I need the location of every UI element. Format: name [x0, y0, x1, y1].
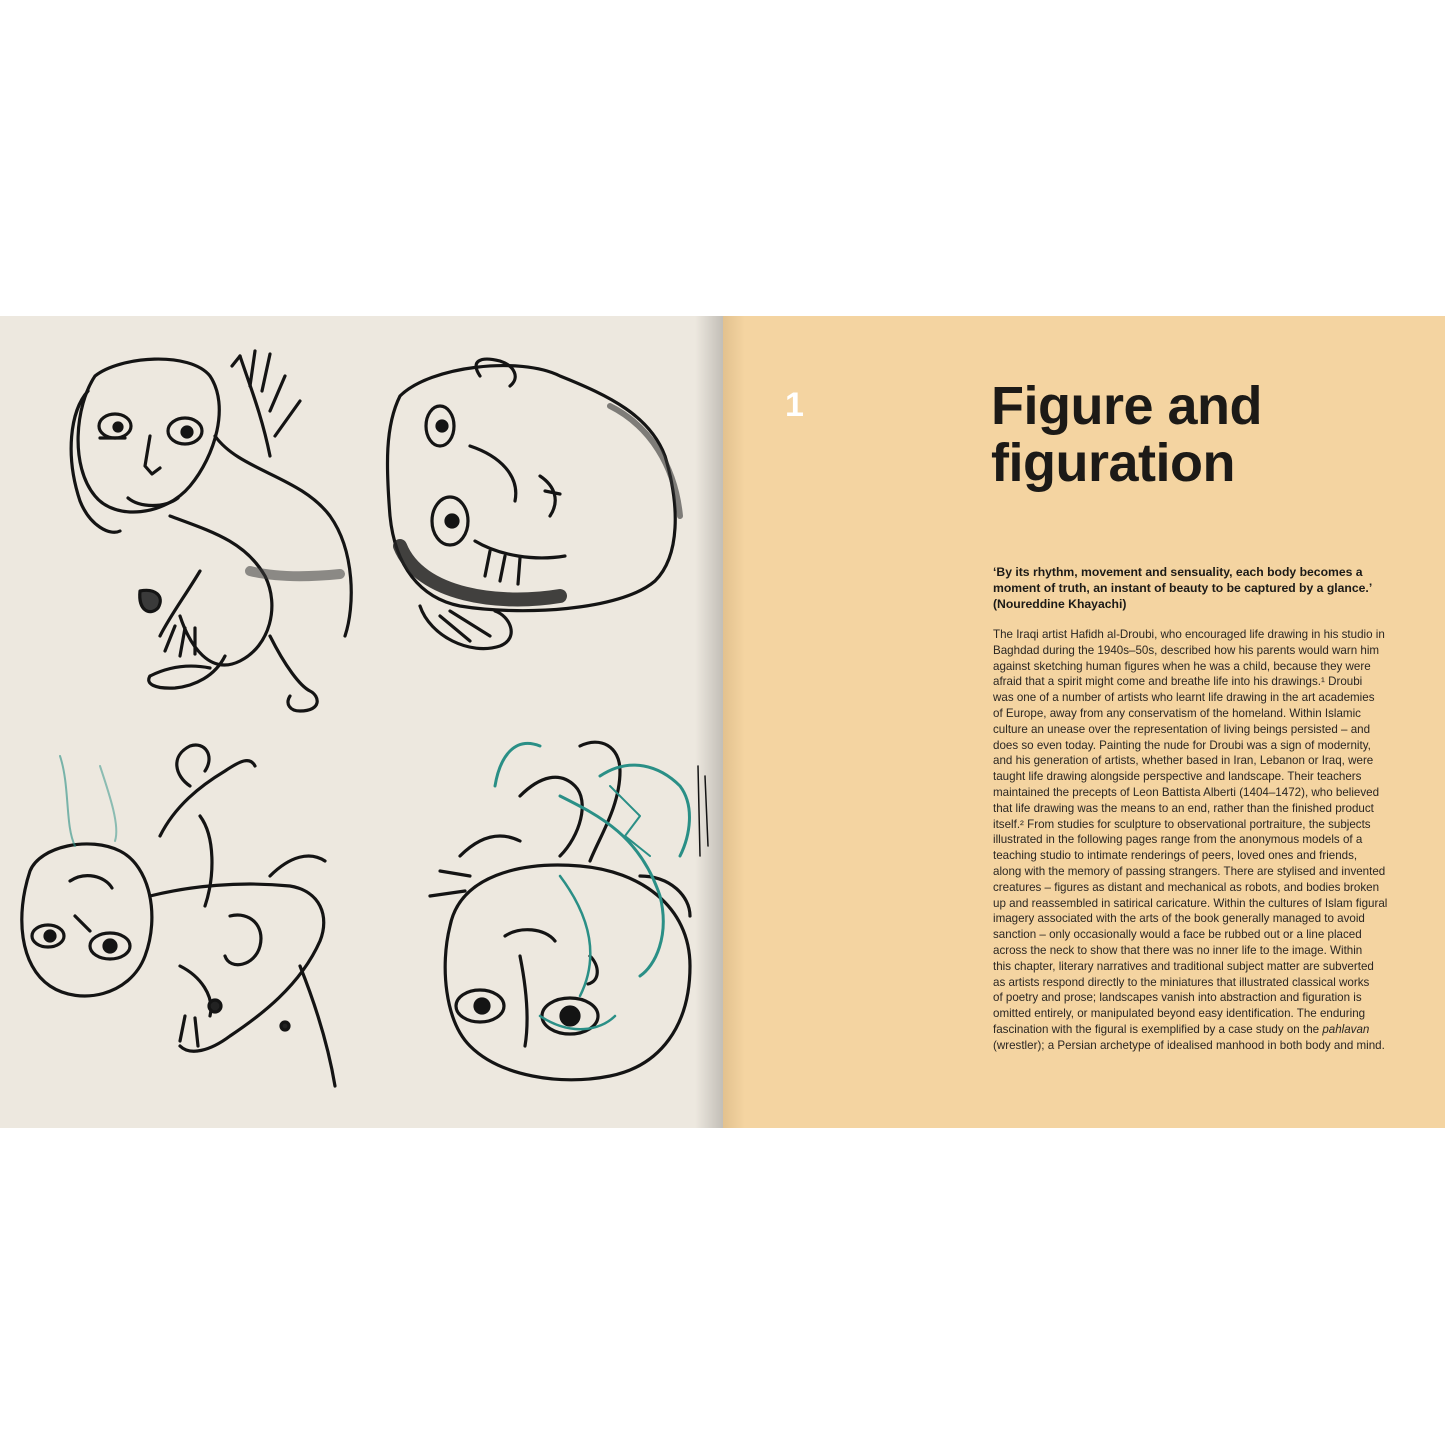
body-line: along with the memory of passing strangers. There are stylised and invented [993, 864, 1386, 878]
body-line: teaching studio to intimate renderings of peers, loved ones and friends, [993, 849, 1358, 863]
body-line: of poetry and prose; landscapes vanish into abstraction and figuration is [993, 991, 1362, 1005]
epigraph-attribution: (Noureddine Khayachi) [993, 597, 1127, 611]
chapter-opener-page [723, 316, 1445, 1128]
figure-bottom-left [22, 745, 335, 1086]
chapter-intro-text [993, 627, 1415, 1054]
body-line: creatures – figures as distant and mechanical as robots, and bodies broken [993, 880, 1380, 894]
body-line: against sketching human figures when he was a child, because they were [993, 659, 1371, 673]
body-line: omitted entirely, or manipulated beyond easy identification. The enduring [993, 1007, 1366, 1021]
epigraph-quote [993, 564, 1413, 612]
figure-top-left [71, 351, 351, 711]
body-line: does so even today. Painting the nude for Droubi was a sign of modernity, [993, 738, 1371, 752]
chapter-title-line: figuration [991, 433, 1235, 493]
body-line: up and reassembled in satirical caricature. Within the cultures of Islam figural [993, 896, 1388, 910]
body-line: that life drawing was the means to an end, rather than the finished product [993, 801, 1374, 815]
body-line: sanction – only occasionally would a face be rubbed out or a line placed [993, 928, 1362, 942]
body-line: culture an unease over the representation of living beings persisted – and [993, 722, 1371, 736]
gutter-shade [723, 316, 745, 1128]
body-line: illustrated in the following pages range from the anonymous models of a [993, 833, 1363, 847]
body-line: across the neck to show that there was no inner life to the image. Within [993, 943, 1363, 957]
gutter-shadow [695, 316, 723, 1128]
body-line: maintained the precepts of Leon Battista Alberti (1404–1472), who believed [993, 785, 1380, 799]
ink-figure-drawing [0, 316, 723, 1128]
figure-top-right [387, 359, 680, 648]
epigraph-line: moment of truth, an instant of beauty to be captured by a glance.’ [993, 581, 1373, 595]
body-line: afraid that a spirit might come and breathe life into his drawings.¹ Droubi [993, 675, 1363, 689]
body-line: (wrestler); a Persian archetype of idealised manhood in both body and mind. [993, 1038, 1385, 1052]
book-spread [0, 316, 1445, 1128]
epigraph-line: ‘By its rhythm, movement and sensuality, each body becomes a [993, 565, 1363, 579]
body-line: as artists respond directly to the miniatures that illustrated classical works [993, 975, 1370, 989]
figure-bottom-right [430, 742, 708, 1080]
body-line: of Europe, away from any conservatism of the homeland. Within Islamic [993, 706, 1361, 720]
chapter-number: 1 [785, 386, 804, 424]
body-line: The Iraqi artist Hafidh al-Droubi, who encouraged life drawing in his studio in [993, 628, 1385, 641]
body-line: imagery associated with the arts of the book generally managed to avoid [993, 912, 1365, 926]
body-line: taught life drawing alongside perspective and landscape. Their teachers [993, 770, 1362, 784]
body-line: this chapter, literary narratives and traditional subject matter are subverted [993, 959, 1374, 973]
body-line: and his generation of artists, whether based in Iran, Lebanon or Iraq, were [993, 754, 1374, 768]
body-line: Baghdad during the 1940s–50s, described how his parents would warn him [993, 643, 1380, 657]
artwork-page [0, 316, 723, 1128]
chapter-title-line: Figure and [991, 376, 1263, 436]
chapter-title [991, 378, 1262, 492]
body-line: fascination with the figural is exemplified by a case study on the pahlavan [993, 1022, 1370, 1036]
body-line: itself.² From studies for sculpture to observational portraiture, the subjects [993, 817, 1371, 831]
body-line: was one of a number of artists who learnt life drawing in the art academies [993, 691, 1375, 705]
